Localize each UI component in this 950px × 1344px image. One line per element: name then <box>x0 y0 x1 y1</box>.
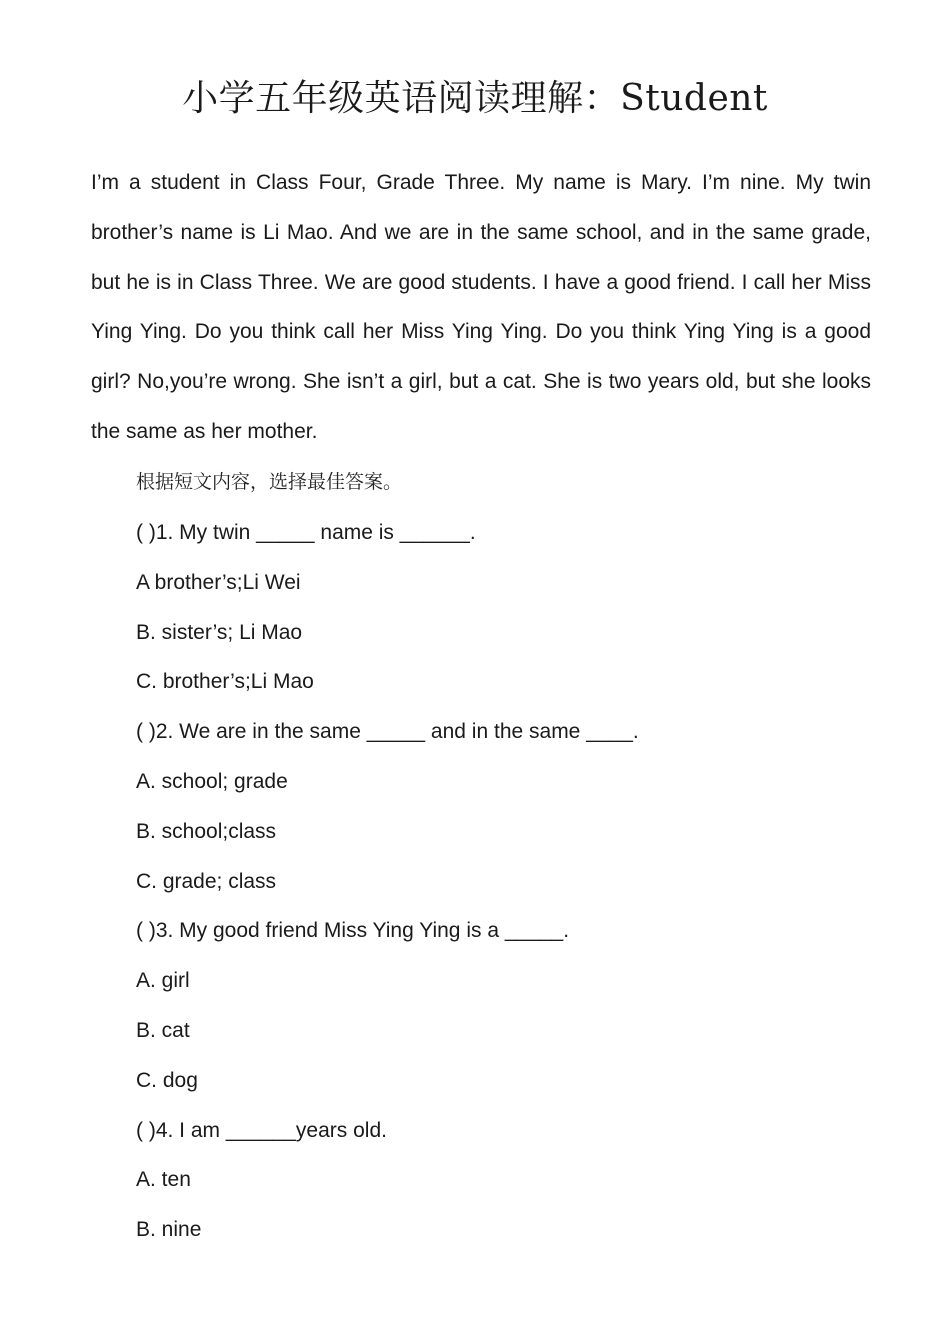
question-2-option-b: B. school;class <box>136 819 277 843</box>
question-list <box>136 508 639 1255</box>
question-4-prompt: ( )4. I am ______years old. <box>136 1118 387 1142</box>
question-2-prompt: ( )2. We are in the same _____ and in the same ____. <box>136 720 639 744</box>
question-4-option-b: B. nine <box>136 1218 202 1242</box>
instruction-text: 根据短文内容，选择最佳答案。 <box>136 471 403 493</box>
question-3-option-b: B. cat <box>136 1018 190 1042</box>
question-1-option-b: B. sister’s; Li Mao <box>136 620 303 644</box>
reading-passage: I’m a student in Class Four, Grade Three. My name is Mary. I’m nine. My twin brother’s name is Li Mao. And we are in the same school, and in the same grade, but he is in Class Three. We are good students. I have a good friend. I call her Miss Ying Ying. Do you think call her Miss Ying Ying. Do you think Ying Ying is a good girl? No,you’re wrong. She isn’t a girl, but a cat. She is two years old, but she looks the same as her mother. <box>91 171 871 443</box>
question-3-prompt: ( )3. My good friend Miss Ying Ying is a _____. <box>136 919 570 943</box>
question-3-option-a: A. girl <box>136 969 190 993</box>
question-3-option-c: C. dog <box>136 1068 198 1092</box>
question-4-option-a: A. ten <box>136 1168 191 1192</box>
question-1-option-c: C. brother’s;Li Mao <box>136 670 314 694</box>
question-1-option-a: A brother’s;Li Wei <box>136 570 301 594</box>
question-1-prompt: ( )1. My twin _____ name is ______. <box>136 521 476 544</box>
question-2-option-c: C. grade; class <box>136 869 277 893</box>
question-2-option-a: A. school; grade <box>136 769 288 793</box>
document-title: 小学五年级英语阅读理解：Student <box>182 78 768 119</box>
